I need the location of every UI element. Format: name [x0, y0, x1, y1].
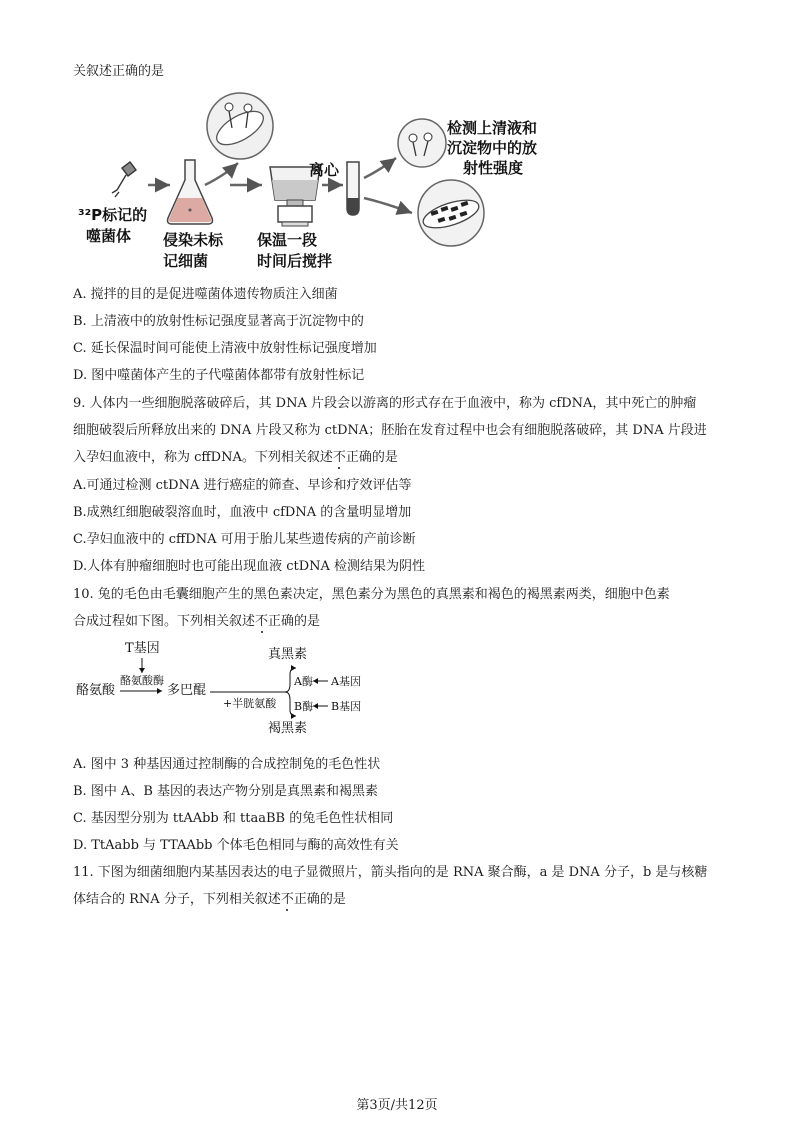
q10-stem-line1: 10. 兔的毛色由毛囊细胞产生的黑色素决定，黑色素分为黑色的真黑素和褐色的褐黑素两类，细胞中色素	[73, 587, 670, 602]
incubate-label-line1: 保温一段	[257, 231, 318, 249]
infect-label-line2: 记细菌	[163, 252, 209, 270]
q10-option-a: A. 图中 3 种基因通过控制酶的合成控制兔的毛色性状	[73, 757, 381, 772]
q9-stem-line1: 9. 人体内一些细胞脱落破碎后，其 DNA 片段会以游离的形式存在于血液中，称为 cfDNA，其中死亡的肿瘤	[73, 396, 697, 411]
supernatant-zoom-icon	[398, 119, 446, 167]
arrow-icon	[364, 198, 412, 213]
pheomelanin-label: 褐黑素	[268, 721, 308, 736]
q9-stem-line3	[73, 449, 398, 467]
detect-label-line2: 沉淀物中的放	[447, 139, 538, 157]
phage-icon	[112, 162, 136, 197]
tyrosinase-label: 酪氨酸酶	[120, 674, 164, 687]
infect-label-line1: 侵染未标	[163, 231, 224, 249]
gene-b-label: B基因	[331, 700, 362, 713]
q9-option-a: A.可通过检测 ctDNA 进行癌症的筛查、早诊和疗效评估等	[73, 478, 412, 493]
phage-label-line1: ³²P标记的	[78, 206, 148, 224]
emphasis-dot-char: 不	[255, 614, 269, 629]
arrow-icon	[364, 158, 396, 178]
q10-stem-text: 合成过程如下图。下列相关叙述	[73, 614, 256, 629]
dopaquinone-label: 多巴醌	[167, 683, 207, 698]
eumelanin-label: 真黑素	[268, 647, 308, 662]
q8-option-b: B. 上清液中的放射性标记强度显著高于沉淀物中的	[73, 314, 364, 329]
q8-option-c: C. 延长保温时间可能使上清液中放射性标记强度增加	[73, 341, 377, 356]
detect-label-line3: 射性强度	[463, 159, 524, 177]
q10-stem-tail: 正确的是	[268, 614, 321, 629]
q11-stem-line2	[73, 891, 346, 909]
sediment-zoom-icon	[418, 180, 484, 246]
q8-option-d: D. 图中噬菌体产生的子代噬菌体都带有放射性标记	[73, 368, 365, 383]
q10-option-c: C. 基因型分别为 ttAAbb 和 ttaaBB 的兔毛色性状相同	[73, 811, 394, 826]
tyrosine-label: 酪氨酸	[76, 683, 116, 698]
enzyme-b-label: B酶	[294, 700, 314, 713]
centrifuge-label: 离心	[309, 161, 340, 179]
enzyme-a-label: A酶	[294, 675, 313, 688]
question-stem: 关叙述正确的是	[73, 64, 165, 79]
q11-stem-text: 体结合的 RNA 分子，下列相关叙述	[73, 892, 281, 907]
gene-a-label: A基因	[331, 675, 361, 688]
page-footer: 第3页/共12页	[356, 1098, 438, 1113]
q8-option-a: A. 搅拌的目的是促进噬菌体遗传物质注入细菌	[73, 287, 338, 302]
phage-label-line2: 噬菌体	[86, 227, 132, 245]
test-tube-icon	[347, 162, 359, 215]
t-gene-label: T基因	[125, 641, 160, 656]
q9-stem-tail: 正确的是	[345, 450, 398, 465]
cysteine-label: +半胱氨酸	[223, 697, 277, 710]
q10-option-b: B. 图中 A、B 基因的表达产物分别是真黑素和褐黑素	[73, 784, 379, 799]
detect-label-line1: 检测上清液和	[447, 119, 538, 137]
q9-stem-line2: 细胞破裂后所释放出来的 DNA 片段又称为 ctDNA；胚胎在发育过程中也会有细胞脱落破碎，其 DNA 片段进	[73, 423, 707, 438]
flask-icon	[168, 160, 213, 224]
q11-stem-tail: 正确的是	[293, 892, 346, 907]
q10-stem-line2	[73, 613, 320, 631]
q10-option-d: D. TtAabb 与 TTAAbb 个体毛色相同与酶的高效性有关	[73, 838, 399, 853]
emphasis-dot-char: 不	[280, 892, 294, 907]
q9-stem-text: 入孕妇血液中，称为 cffDNA。下列相关叙述	[73, 450, 333, 465]
phage-label	[78, 205, 147, 225]
q9-option-d: D.人体有肿瘤细胞时也可能出现血液 ctDNA 检测结果为阴性	[73, 559, 426, 574]
q9-option-c: C.孕妇血液中的 cffDNA 可用于胎儿某些遗传病的产前诊断	[73, 532, 416, 547]
q9-option-b: B.成熟红细胞破裂溶血时，血液中 cfDNA 的含量明显增加	[73, 505, 412, 520]
emphasis-dot-char: 不	[332, 450, 346, 465]
incubate-label-line2: 时间后搅拌	[257, 252, 333, 270]
bacteria-zoom-icon	[207, 93, 273, 159]
arrow-icon	[205, 163, 238, 185]
q11-stem-line1: 11. 下图为细菌细胞内某基因表达的电子显微照片，箭头指向的是 RNA 聚合酶，a 是 DNA 分子，b 是与核糖	[73, 865, 708, 880]
